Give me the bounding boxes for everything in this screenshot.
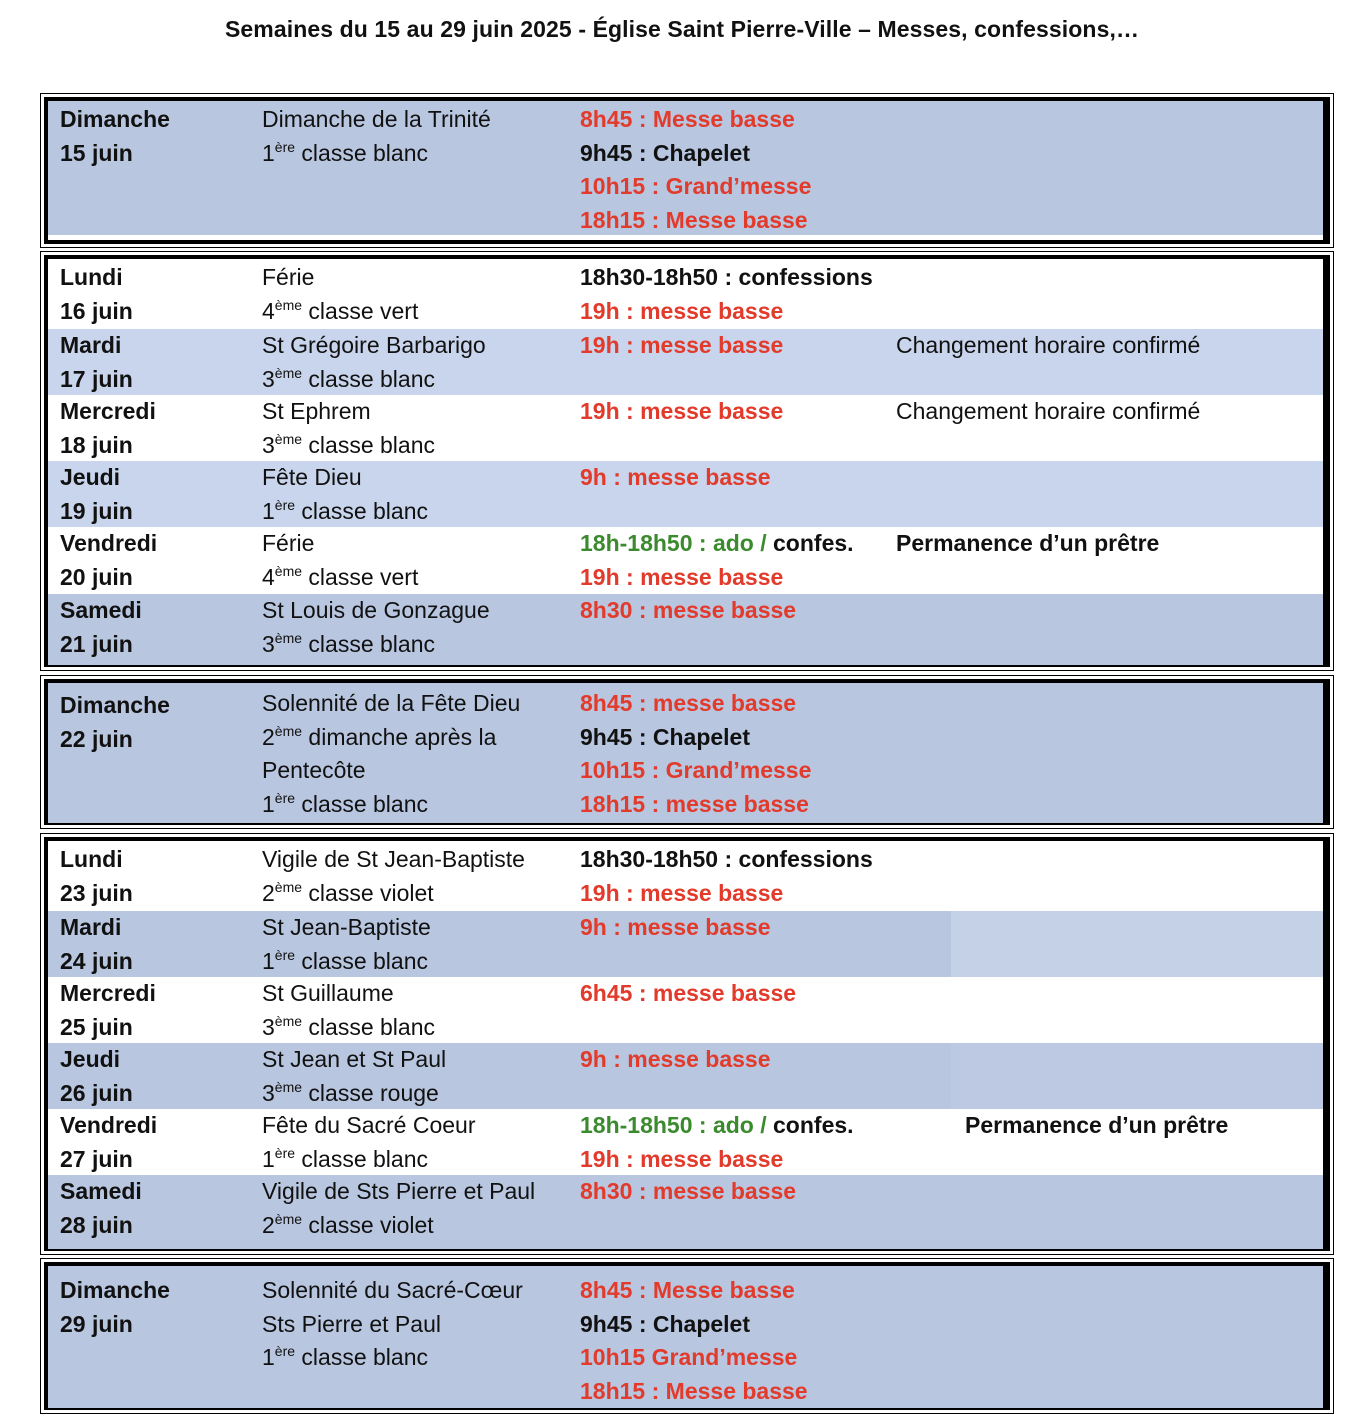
day-name: Vendredi (60, 1112, 158, 1138)
day-name: Jeudi (60, 1046, 121, 1072)
feast-name: St Jean et St Paul (262, 1046, 447, 1072)
feast-name: St Louis de Gonzague (262, 597, 490, 623)
feast-class: 1ère classe blanc (262, 946, 428, 974)
day-date: 19 juin (60, 497, 133, 524)
week-block-sunday-15 (40, 93, 1334, 248)
day-name: Samedi (60, 1178, 142, 1204)
day-cell (60, 461, 133, 528)
ado-text: 18h-18h50 : ado (580, 1112, 754, 1138)
mass-item: 8h30 : messe basse (580, 1178, 797, 1204)
feast-name: Férie (262, 530, 315, 556)
note-cell: Changement horaire confirmé (896, 398, 1201, 424)
day-cell (60, 1109, 157, 1176)
day-cell (60, 103, 170, 170)
confessions-item: 18h30-18h50 : confessions (580, 846, 873, 872)
feast-cell (262, 329, 486, 396)
block-frame (44, 1262, 1330, 1410)
day-name: Samedi (60, 597, 142, 623)
feast-class: 3ème classe blanc (262, 1012, 435, 1040)
mass-item: 19h : messe basse (580, 1145, 784, 1172)
feast-class: 2ème classe violet (262, 878, 434, 906)
block-frame (44, 97, 1330, 244)
schedule-cell (580, 687, 811, 821)
schedule-cell (580, 843, 873, 910)
table-row (48, 911, 1323, 977)
table-row (48, 395, 1323, 461)
confes-text: confes. (773, 1112, 854, 1138)
feast-name: St Grégoire Barbarigo (262, 332, 486, 358)
feast-name: Fête Dieu (262, 464, 362, 490)
page-title: Semaines du 15 au 29 juin 2025 - Église Saint Pierre-Ville – Messes, confessions,… (224, 16, 1140, 42)
week-block-sunday-22 (40, 675, 1334, 829)
table-row (48, 527, 1323, 594)
feast-name: Solennité du Sacré-Cœur (262, 1277, 523, 1303)
day-date: 26 juin (60, 1079, 133, 1106)
day-date: 16 juin (60, 297, 133, 324)
day-date: 15 juin (60, 139, 133, 166)
feast-class: 3ème classe blanc (262, 430, 435, 458)
week-block-16-21 (40, 251, 1334, 671)
feast-class: 3ème classe rouge (262, 1078, 439, 1106)
schedule-cell (580, 527, 854, 594)
day-cell (60, 977, 156, 1044)
feast-line2: Sts Pierre et Paul (262, 1310, 441, 1337)
week-block-sunday-29 (40, 1258, 1334, 1414)
mass-item: 19h : messe basse (580, 398, 784, 424)
day-cell (60, 911, 133, 978)
block-frame (44, 837, 1330, 1251)
feast-class: 1ère classe blanc (262, 496, 428, 524)
table-row (48, 329, 1323, 395)
day-date: 21 juin (60, 630, 133, 657)
feast-cell (262, 261, 418, 328)
ado-confes-item: 18h-18h50 : ado / confes. (580, 530, 854, 556)
feast-class: 3ème classe blanc (262, 364, 435, 392)
block-frame (44, 255, 1330, 667)
feast-cell (262, 687, 520, 821)
confes-text: confes. (773, 530, 854, 556)
day-cell (60, 689, 170, 756)
ado-text: 18h-18h50 : ado (580, 530, 754, 556)
day-name: Lundi (60, 264, 123, 290)
confessions-item: 18h30-18h50 : confessions (580, 264, 873, 290)
day-cell (60, 1043, 133, 1110)
block-frame (44, 679, 1330, 825)
day-cell (60, 1274, 170, 1341)
day-cell (60, 1175, 142, 1242)
day-name: Dimanche (60, 692, 170, 718)
day-cell (60, 594, 142, 661)
mass-item: 6h45 : messe basse (580, 980, 797, 1006)
feast-cell (262, 103, 491, 170)
note-cell: Permanence d’un prêtre (896, 530, 1160, 556)
schedule-item: 18h15 : Messe basse (580, 1377, 808, 1404)
schedule-item: 10h15 : Grand’messe (580, 173, 812, 199)
note-cell: Changement horaire confirmé (896, 332, 1201, 358)
table-row (48, 841, 1323, 911)
schedule-item: 18h15 : Messe basse (580, 206, 808, 233)
feast-name: Vigile de St Jean-Baptiste (262, 846, 525, 872)
schedule-item: 9h45 : Chapelet (580, 139, 750, 166)
mass-item: 19h : messe basse (580, 297, 784, 324)
feast-name: Vigile de Sts Pierre et Paul (262, 1178, 536, 1204)
schedule-item: 18h15 : messe basse (580, 790, 809, 817)
feast-cell (262, 395, 435, 462)
schedule-item: 10h15 : Grand’messe (580, 757, 812, 783)
day-name: Lundi (60, 846, 123, 872)
feast-cell (262, 1043, 446, 1110)
day-cell (60, 843, 133, 910)
table-row (48, 683, 1323, 823)
feast-line2: 2ème dimanche après la (262, 722, 497, 750)
schedule-item: 8h45 : Messe basse (580, 106, 795, 132)
day-date: 18 juin (60, 431, 133, 458)
feast-cell (262, 843, 525, 910)
feast-class: 3ème classe blanc (262, 629, 435, 657)
feast-class: 1ère classe blanc (262, 1144, 428, 1172)
feast-name: Solennité de la Fête Dieu (262, 690, 521, 716)
mass-item: 9h : messe basse (580, 914, 771, 940)
table-row (48, 1109, 1323, 1175)
table-row (48, 1043, 1323, 1109)
table-row (48, 977, 1323, 1043)
mass-item: 9h : messe basse (580, 464, 771, 490)
day-cell (60, 527, 157, 594)
feast-class: 1ère classe blanc (262, 789, 428, 817)
feast-name: St Guillaume (262, 980, 394, 1006)
day-date: 20 juin (60, 563, 133, 590)
table-row (48, 259, 1323, 329)
schedule-item: 10h15 Grand’messe (580, 1344, 798, 1370)
schedule-cell (580, 1109, 854, 1176)
day-name: Dimanche (60, 1277, 170, 1303)
feast-name: Férie (262, 264, 315, 290)
feast-name: St Jean-Baptiste (262, 914, 431, 940)
table-row (48, 461, 1323, 527)
feast-cell (262, 911, 431, 978)
feast-cell (262, 1274, 523, 1375)
ado-confes-item: 18h-18h50 : ado / confes. (580, 1112, 854, 1138)
day-name: Jeudi (60, 464, 121, 490)
table-row (48, 1266, 1323, 1408)
day-name: Mercredi (60, 398, 156, 424)
day-date: 25 juin (60, 1013, 133, 1040)
feast-cell (262, 1175, 535, 1242)
schedule-cell (580, 103, 811, 237)
day-name: Dimanche (60, 106, 170, 132)
day-date: 28 juin (60, 1211, 133, 1238)
feast-class: 4ème classe vert (262, 562, 419, 590)
day-cell (60, 261, 133, 328)
feast-name: St Ephrem (262, 398, 371, 424)
mass-item: 19h : messe basse (580, 879, 784, 906)
feast-name: Dimanche de la Trinité (262, 106, 491, 132)
table-row (48, 101, 1323, 235)
feast-name: Fête du Sacré Coeur (262, 1112, 476, 1138)
mass-item: 19h : messe basse (580, 563, 784, 590)
feast-class: 2ème classe violet (262, 1210, 434, 1238)
day-cell (60, 395, 156, 462)
week-block-23-28 (40, 833, 1334, 1255)
day-date: 24 juin (60, 947, 133, 974)
feast-cell (262, 977, 435, 1044)
mass-item: 9h : messe basse (580, 1046, 771, 1072)
feast-cell (262, 527, 418, 594)
feast-cell (262, 594, 490, 661)
mass-item: 8h30 : messe basse (580, 597, 797, 623)
feast-cell (262, 1109, 476, 1176)
schedule-item: 8h45 : messe basse (580, 690, 797, 716)
day-cell (60, 329, 133, 396)
feast-line3: Pentecôte (262, 757, 366, 783)
day-date: 17 juin (60, 365, 133, 392)
day-date: 23 juin (60, 879, 133, 906)
table-row (48, 1175, 1323, 1249)
day-date: 22 juin (60, 725, 133, 752)
feast-class: 4ème classe vert (262, 296, 419, 324)
schedule-cell (580, 261, 873, 328)
schedule-cell (580, 1274, 808, 1408)
day-name: Vendredi (60, 530, 158, 556)
day-name: Mardi (60, 332, 122, 358)
schedule-item: 8h45 : Messe basse (580, 1277, 795, 1303)
day-name: Mardi (60, 914, 122, 940)
note-cell: Permanence d’un prêtre (965, 1112, 1229, 1138)
feast-cell (262, 461, 428, 528)
day-name: Mercredi (60, 980, 156, 1006)
feast-class: 1ère classe blanc (262, 1343, 428, 1370)
feast-class: 1ère classe blanc (262, 138, 428, 166)
mass-item: 19h : messe basse (580, 332, 784, 358)
day-date: 29 juin (60, 1310, 133, 1337)
table-row (48, 594, 1323, 665)
day-date: 27 juin (60, 1145, 133, 1172)
schedule-item: 9h45 : Chapelet (580, 1310, 750, 1337)
schedule-item: 9h45 : Chapelet (580, 723, 750, 750)
